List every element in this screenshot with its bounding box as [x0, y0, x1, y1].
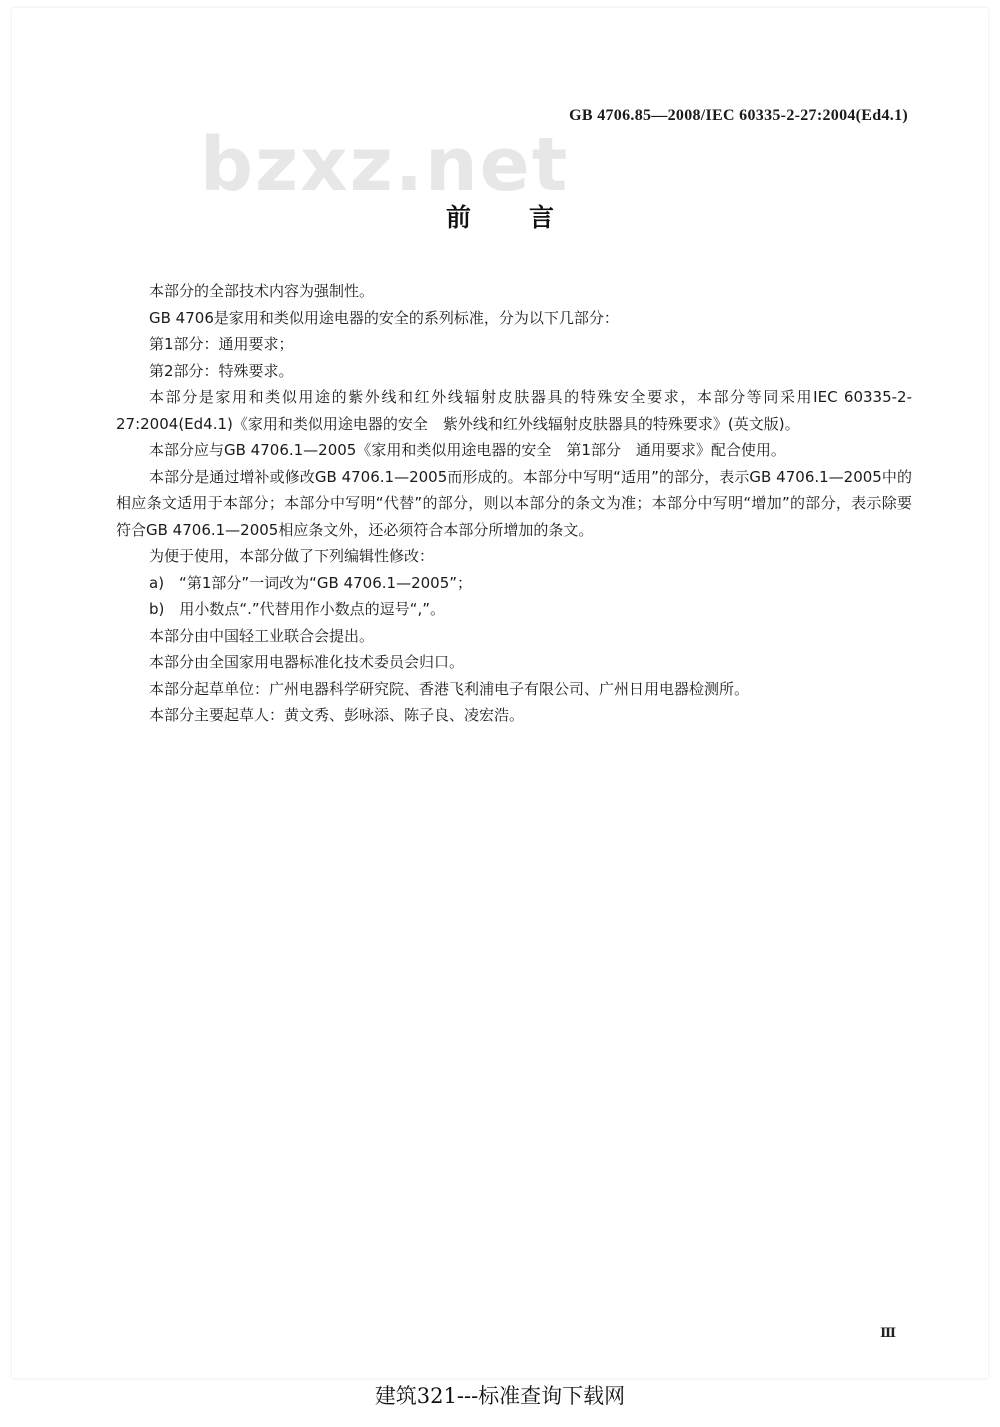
- paragraph: 为便于使用，本部分做了下列编辑性修改：: [149, 547, 435, 565]
- paragraph: 本部分的全部技术内容为强制性。: [149, 282, 375, 300]
- list-item: b) 用小数点“.”代替用作小数点的逗号“,”。: [149, 600, 445, 618]
- watermark-text: bzxz.net: [200, 122, 570, 208]
- paragraph: 本部分是家用和类似用途的紫外线和红外线辐射皮肤器具的特殊安全要求，本部分等同采用IEC 60335-2-27:2004(Ed4.1)《家用和类似用途电器的安全 紫外线和红外线辐射皮肤器具的特殊要求》(英文版)。: [116, 388, 912, 433]
- paragraph: 本部分由全国家用电器标准化技术委员会归口。: [149, 653, 465, 671]
- paragraph: GB 4706是家用和类似用途电器的安全的系列标准，分为以下几部分：: [149, 308, 619, 327]
- paragraph: 第2部分：特殊要求。: [149, 361, 294, 380]
- page-title: 前言: [445, 203, 612, 232]
- foreword-body: [116, 278, 912, 729]
- paragraph: 本部分应与GB 4706.1—2005《家用和类似用途电器的安全 第1部分 通用要求》配合使用。: [149, 441, 786, 459]
- paragraph: 本部分主要起草人：黄文秀、彭咏添、陈子良、凌宏浩。: [149, 706, 525, 724]
- footer-text: 建筑321---标准查询下载网: [374, 1384, 626, 1408]
- paragraph: 本部分起草单位：广州电器科学研究院、香港飞利浦电子有限公司、广州日用电器检测所。: [149, 679, 750, 698]
- standard-code: GB 4706.85—2008/IEC 60335-2-27:2004(Ed4.1): [569, 107, 908, 124]
- paragraph: 本部分由中国轻工业联合会提出。: [149, 626, 375, 645]
- page-number: Ⅲ: [880, 1325, 896, 1340]
- paragraph: 第1部分：通用要求；: [149, 335, 294, 353]
- paragraph: 本部分是通过增补或修改GB 4706.1—2005而形成的。本部分中写明“适用”的部分，表示GB 4706.1—2005中的相应条文适用于本部分；本部分中写明“代替”的部分，则以本部分的条文为准；本部分中写明“增加”的部分，表示除要符合GB 4706.1—2005相应条文外，还必须符合本部分所增加的条文。: [116, 467, 912, 539]
- list-item: a) “第1部分”一词改为“GB 4706.1—2005”；: [149, 573, 473, 592]
